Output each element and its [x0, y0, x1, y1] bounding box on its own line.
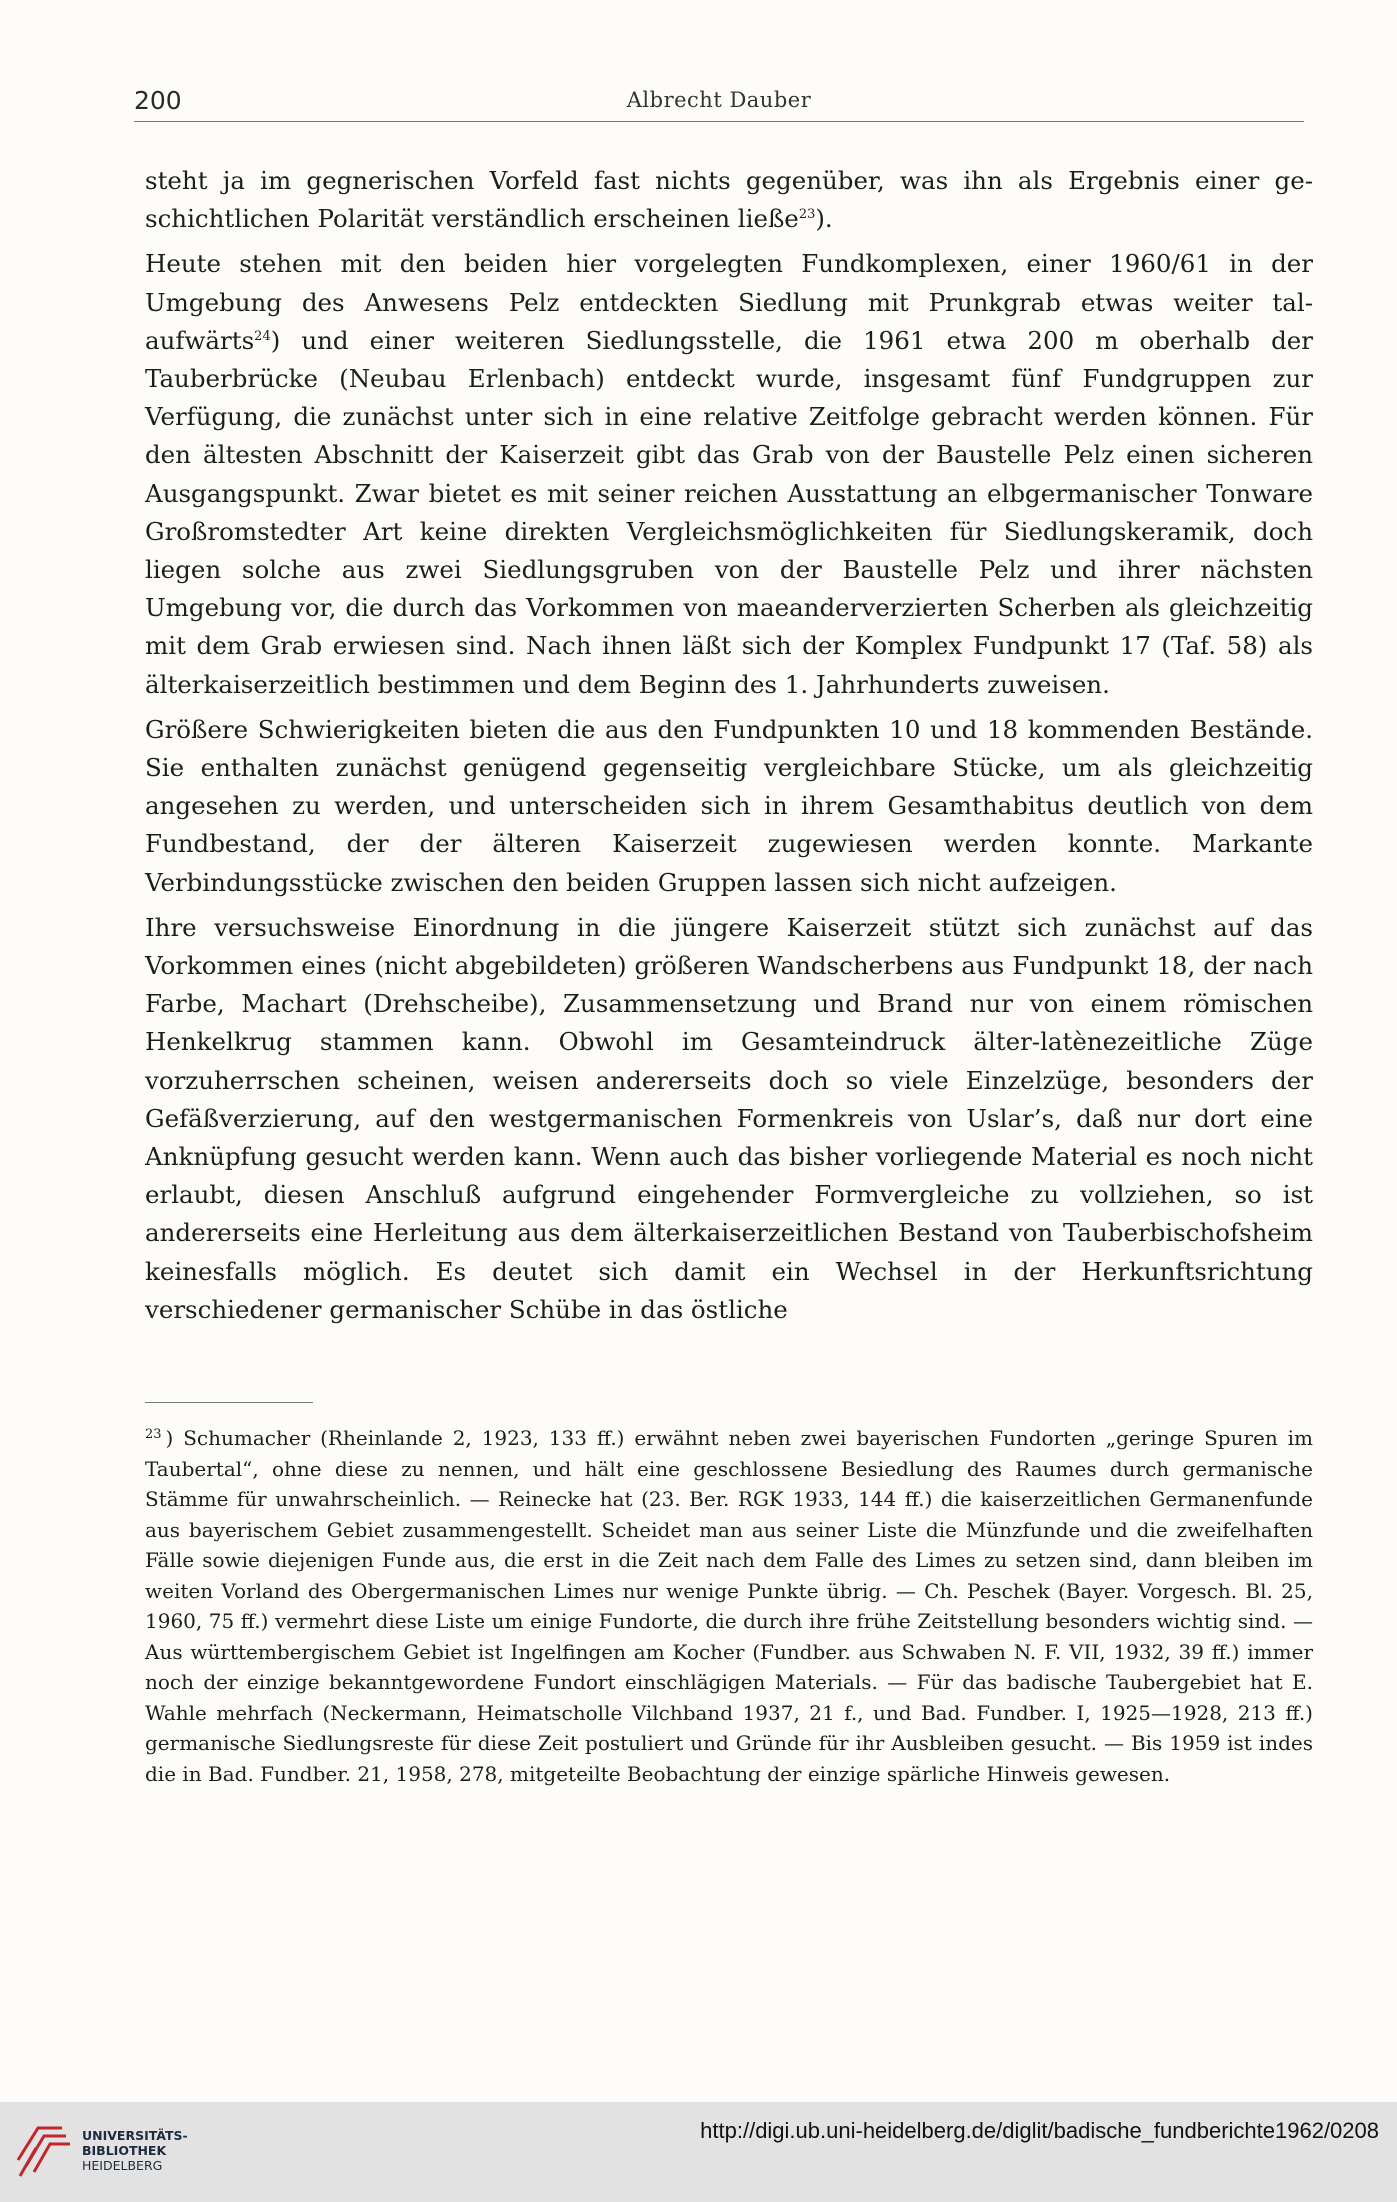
page-header — [134, 86, 1304, 122]
source-url-link[interactable]: http://digi.ub.uni-heidelberg.de/diglit/badische_fundberichte1962/0208 — [700, 2118, 1379, 2143]
footer-bar — [0, 2102, 1397, 2202]
footnote-ref-23[interactable]: 23 — [798, 207, 816, 223]
paragraph-1-tail: ). — [815, 204, 833, 234]
page-number: 200 — [134, 86, 182, 115]
ub-heidelberg-logo-icon[interactable] — [14, 2120, 72, 2182]
paragraph-1 — [145, 162, 1313, 238]
library-name-line-2: BIBLIOTHEK — [82, 2143, 167, 2158]
paragraph-2-text-a: Heute stehen mit den beiden hier vorgelegten Fundkomplexen, einer 1960/61 in der Umgebung des Anwesens Pelz entdeckten Siedlung mit Prunkgrab etwas weiter talaufwärts — [145, 249, 1313, 355]
paragraph-1-text: steht ja im gegnerischen Vorfeld fast nichts gegenüber, was ihn als Ergebnis einer geschichtlichen Polarität verständlich erscheinen ließe — [145, 166, 1313, 234]
paragraph-3: Größere Schwierigkeiten bieten die aus den Fundpunkten 10 und 18 kommenden Bestände. Sie enthalten zunächst genügend gegenseitig vergleichbare Stücke, um als gleichzeitig angesehen zu werden, und unterscheiden sich in ihrem Gesamthabitus deutlich von dem Fundbestand, der der älteren Kaiserzeit zugewiesen werden konnte. Markante Verbindungsstücke zwischen den beiden Gruppen lassen sich nicht aufzeigen. — [145, 714, 1313, 897]
body-text — [145, 162, 1313, 1336]
running-head: Albrecht Dauber — [626, 88, 812, 112]
header-rule — [134, 121, 1304, 122]
footnote-mark: 23 — [145, 1427, 162, 1442]
footnote-separator — [145, 1402, 313, 1403]
paragraph-4: Ihre versuchsweise Einordnung in die jüngere Kaiserzeit stützt sich zunächst auf das Vorkommen eines (nicht abgebildeten) größeren Wandscherbens aus Fundpunkt 18, der nach Farbe, Machart (Drehscheibe), Zusammensetzung und Brand nur von einem römischen Henkelkrug stammen kann. Obwohl im Gesamteindruck älter-latènezeitliche Züge vorzuherrschen scheinen, weisen andererseits doch so viele Einzelzüge, besonders der Gefäßverzierung, auf den westgermanischen Formenkreis von Uslar’s, daß nur dort eine Anknüpfung gesucht werden kann. Wenn auch das bisher vorliegende Material es noch nicht erlaubt, diesen Anschluß aufgrund eingehender Formvergleiche zu vollziehen, so ist andererseits eine Herleitung aus dem älterkaiserzeitlichen Bestand von Tauberbischofsheim keinesfalls möglich. Es deutet sich damit ein Wechsel in der Herkunftsrichtung verschiedener germanischer Schübe in das östliche — [145, 912, 1313, 1324]
footnote-text: ) Schumacher (Rheinlande 2, 1923, 133 ff.) erwähnt neben zwei bayerischen Fundorten „geringe Spuren im Taubertal“, ohne diese zu nennen, und hält eine geschlossene Besiedlung des Raumes durch germanische Stämme für unwahrscheinlich. — Reinecke hat (23. Ber. RGK 1933, 144 ff.) die kaiserzeitlichen Germanenfunde aus bayerischem Gebiet zusammengestellt. Scheidet man aus seiner Liste die Münzfunde und die zweifelhaften Fälle sowie diejenigen Funde aus, die erst in die Zeit nach dem Falle des Limes zu setzen sind, dann bleiben im weiten Vorland des Obergermanischen Limes nur wenige Punkte übrig. — Ch. Peschek (Bayer. Vorgesch. Bl. 25, 1960, 75 ff.) vermehrt diese Liste um einige Fundorte, die durch ihre frühe Zeitstellung besonders wichtig sind. — Aus württembergischem Gebiet ist Ingelfingen am Kocher (Fundber. aus Schwaben N. F. VII, 1932, 39 ff.) immer noch der einzige bekanntgewordene Fundort einschlägigen Materials. — Für das badische Taubergebiet hat E. Wahle mehrfach (Neckermann, Heimatscholle Vilchband 1937, 21 f., und Bad. Fundber. I, 1925—1928, 213 ff.) germanische Siedlungsreste für diese Zeit postuliert und Gründe für ihr Ausbleiben gesucht. — Bis 1959 ist indes die in Bad. Fundber. 21, 1958, 278, mitgeteilte Beobachtung der einzige spärliche Hinweis gewesen. — [145, 1426, 1313, 1786]
footnote-ref-24[interactable]: 24 — [254, 328, 271, 344]
footnote-paragraph — [145, 1420, 1313, 1789]
library-name-line-3: HEIDELBERG — [82, 2158, 163, 2173]
footnote-23 — [145, 1420, 1313, 1789]
paragraph-2 — [145, 245, 1313, 703]
library-name-line-1: UNIVERSITÄTS- — [82, 2128, 188, 2143]
library-name — [82, 2128, 188, 2173]
paragraph-2-text-b: ) und einer weiteren Siedlungsstelle, die 1961 etwa 200 m oberhalb der Tauberbrücke (Neubau Erlenbach) entdeckt wurde, insgesamt fünf Fundgruppen zur Verfügung, die zunächst unter sich in eine relative Zeitfolge gebracht werden können. Für den ältesten Abschnitt der Kaiserzeit gibt das Grab von der Baustelle Pelz einen sicheren Ausgangspunkt. Zwar bietet es mit seiner reichen Ausstattung an elbgermanischer Tonware Großromstedter Art keine direkten Vergleichsmöglichkeiten für Siedlungskeramik, doch liegen solche aus zwei Siedlungsgruben von der Baustelle Pelz und ihrer nächsten Umgebung vor, die durch das Vorkommen von maeanderverzierten Scherben als gleichzeitig mit dem Grab erwiesen sind. Nach ihnen läßt sich der Komplex Fundpunkt 17 (Taf. 58) als älterkaiserzeitlich bestimmen und dem Beginn des 1. Jahrhunderts zuweisen. — [145, 325, 1313, 699]
